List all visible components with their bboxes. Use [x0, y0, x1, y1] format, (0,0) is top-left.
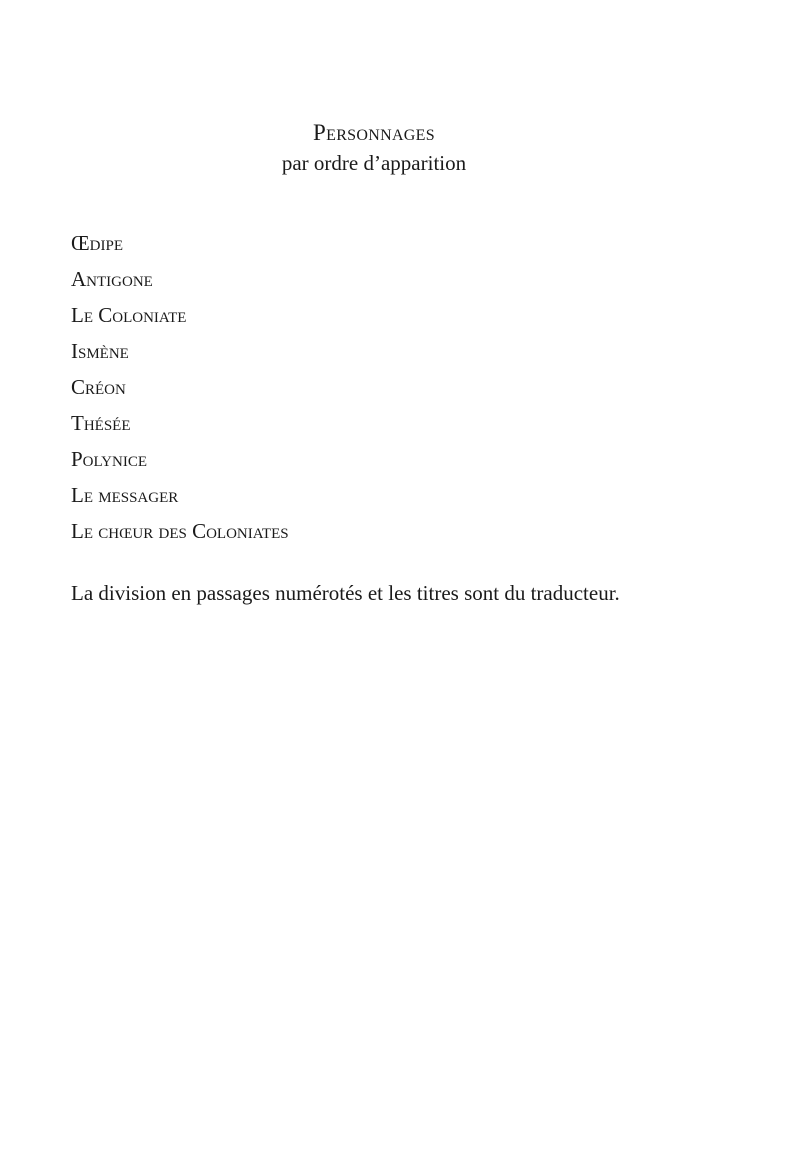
character-le-messager: Le messager — [71, 483, 179, 507]
character-polynice: Polynice — [71, 447, 148, 471]
translator-note: La division en passages numérotés et les titres sont du traducteur. — [71, 581, 620, 605]
character-thesee: Thésée — [71, 411, 131, 435]
character-oedipe: Œdipe — [71, 231, 124, 255]
character-list — [71, 225, 289, 549]
character-creon: Créon — [71, 375, 126, 399]
page-title: Personnages — [313, 120, 435, 145]
character-le-coloniate: Le Coloniate — [71, 303, 187, 327]
character-le-choeur: Le chœur des Coloniates — [71, 519, 289, 543]
character-ismene: Ismène — [71, 339, 129, 363]
heading-block — [0, 116, 748, 176]
character-antigone: Antigone — [71, 267, 153, 291]
page-subtitle: par ordre d’apparition — [281, 151, 467, 175]
